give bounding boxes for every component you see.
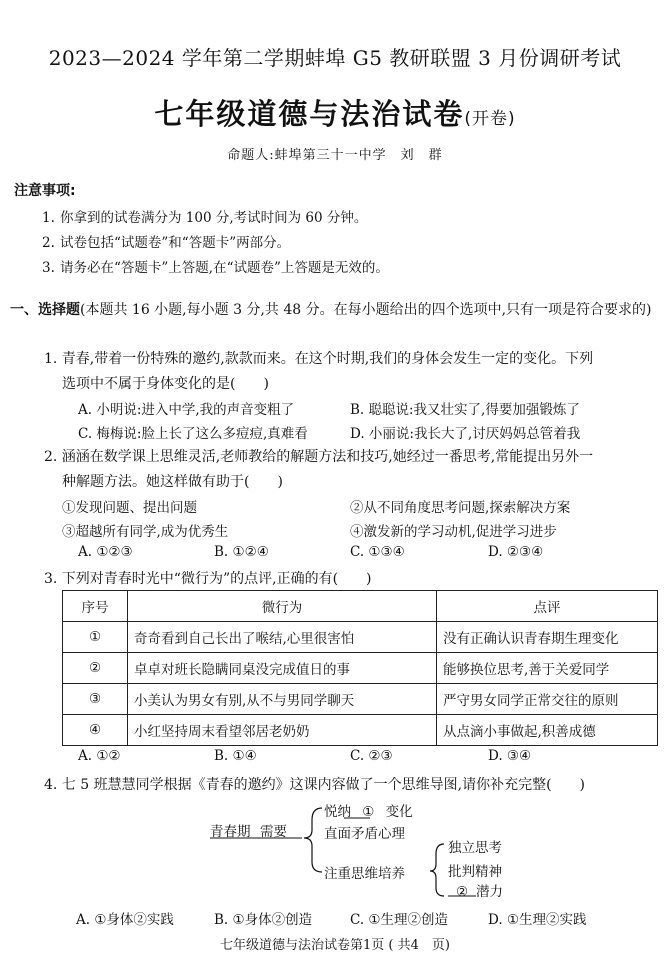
exam-main-title: [0, 92, 670, 133]
notice-heading: 注意事项:: [14, 183, 76, 199]
table-cell: ②: [63, 653, 128, 684]
mind-map-branch-2: 直面矛盾心理: [324, 826, 405, 842]
q3-line1: 3. 下列对青春时光中“微行为”的点评,正确的有( ): [44, 571, 372, 587]
q2-option-b: B. ①②④: [214, 544, 269, 560]
q3-table: [62, 590, 658, 746]
table-header: 微行为: [128, 591, 437, 622]
q4-option-c: C. ①生理②创造: [350, 912, 449, 928]
section-desc: (本题共 16 小题,每小题 3 分,共 48 分。在每小题给出的四个选项中,只有一项是符合要求的): [80, 302, 652, 318]
table-header: 序号: [63, 591, 128, 622]
q2-option-a: A. ①②③: [78, 544, 133, 560]
q1-line1: 1. 青春,带着一份特殊的邀约,款款而来。在这个时期,我们的身体会发生一定的变化。下列: [44, 351, 594, 367]
notice-item: [42, 256, 389, 276]
table-cell: 小红坚持周末看望邻居老奶奶: [128, 715, 437, 746]
blank-1: ①: [362, 804, 375, 820]
main-title-text: 七年级道德与法治试卷: [154, 97, 465, 131]
table-cell: 小美认为男女有别,从不与男同学聊天: [128, 684, 437, 715]
table-cell: 奇奇看到自己长出了喉结,心里很害怕: [128, 622, 437, 653]
q2-line2: 种解题方法。她这样做有助于( ): [62, 474, 283, 490]
q4-option-a: A. ①身体②实践: [76, 912, 174, 928]
table-cell: ③: [63, 684, 128, 715]
q4-mind-map: [200, 792, 520, 904]
q4-option-b: B. ①身体②创造: [214, 912, 313, 928]
table-row: [63, 622, 658, 653]
q1-option-d: D. 小丽说:我长大了,讨厌妈妈总管着我: [350, 426, 581, 442]
table-row: [63, 715, 658, 746]
q3-option-c: C. ②③: [350, 748, 393, 764]
notice-text: 试卷包括“试题卷”和“答题卡”两部分。: [60, 235, 291, 251]
q3-option-b: B. ①④: [214, 748, 257, 764]
mind-map-branch-3: 注重思维培养: [324, 866, 405, 882]
q1-option-c: C. 梅梅说:脸上长了这么多痘痘,真难看: [78, 426, 308, 442]
exam-header-title: 2023—2024 学年第二学期蚌埠 G5 教研联盟 3 月份调研考试: [48, 46, 622, 70]
q2-statement-3: ③超越所有同学,成为优秀生: [62, 524, 229, 540]
section-heading: [10, 298, 662, 323]
q2-statement-2: ②从不同角度思考问题,探索解决方案: [350, 500, 571, 516]
branch-1-post: 变化: [385, 804, 413, 820]
notice-text: 你拿到的试卷满分为 100 分,考试时间为 60 分钟。: [60, 210, 368, 226]
mind-map-root: 青春期: [210, 824, 251, 840]
q1-option-a: A. 小明说:进入中学,我的声音变粗了: [78, 402, 295, 418]
table-row: [63, 653, 658, 684]
blank-2: ②: [455, 884, 469, 900]
child-3-post: 潜力: [476, 884, 503, 900]
section-label: 一、选择题: [10, 302, 80, 318]
mind-map-branch-1: [324, 800, 413, 820]
notice-num: 1.: [42, 210, 55, 226]
q2-statement-1: ①发现问题、提出问题: [62, 500, 197, 516]
q3-option-a: A. ①②: [78, 748, 121, 764]
table-cell: ①: [63, 622, 128, 653]
table-cell: 能够换位思考,善于关爱同学: [437, 653, 658, 684]
q2-line1: 2. 涵涵在数学课上思维灵活,老师教给的解题方法和技巧,她经过一番思考,常能提出另外一: [44, 449, 594, 465]
notice-item: [42, 231, 290, 251]
q1-option-b: B. 聪聪说:我又壮实了,得要加强锻炼了: [350, 402, 580, 418]
mind-map-child-1: 独立思考: [448, 840, 502, 856]
q4-option-d: D. ①生理②实践: [488, 912, 587, 928]
table-cell: ④: [63, 715, 128, 746]
q1-line2: 选项中不属于身体变化的是( ): [62, 376, 269, 392]
notice-num: 3.: [42, 260, 55, 276]
table-cell: 卓卓对班长隐瞒同桌没完成值日的事: [128, 653, 437, 684]
q2-option-d: D. ②③④: [488, 544, 544, 560]
q2-statement-4: ④激发新的学习动机,促进学习进步: [350, 524, 557, 540]
q2-option-c: C. ①③④: [350, 544, 405, 560]
table-cell: 没有正确认识青春期生理变化: [437, 622, 658, 653]
exam-author: 命题人:蚌埠第三十一中学 刘 群: [227, 148, 443, 163]
table-cell: 严守男女同学正常交往的原则: [437, 684, 658, 715]
notice-num: 2.: [42, 235, 55, 251]
q3-option-d: D. ③④: [488, 748, 532, 764]
q4-line1: 4. 七 5 班慧慧同学根据《青春的邀约》这课内容做了一个思维导图,请你补充完整( ): [44, 777, 585, 793]
main-title-suffix: (开卷): [464, 109, 516, 129]
table-header: 点评: [437, 591, 658, 622]
table-cell: 从点滴小事做起,积善成德: [437, 715, 658, 746]
mind-map-child-3: [448, 880, 503, 900]
table-row: [63, 684, 658, 715]
page-footer: 七年级道德与法治试卷第1页 ( 共4 页): [220, 938, 450, 953]
notice-item: [42, 206, 367, 226]
mind-map-need: 需要: [260, 824, 287, 840]
branch-1-pre: 悦纳: [324, 804, 351, 820]
mind-map-child-2: 批判精神: [448, 864, 502, 880]
table-header-row: [63, 591, 658, 622]
notice-text: 请务必在“答题卡”上答题,在“试题卷”上答题是无效的。: [60, 260, 389, 276]
